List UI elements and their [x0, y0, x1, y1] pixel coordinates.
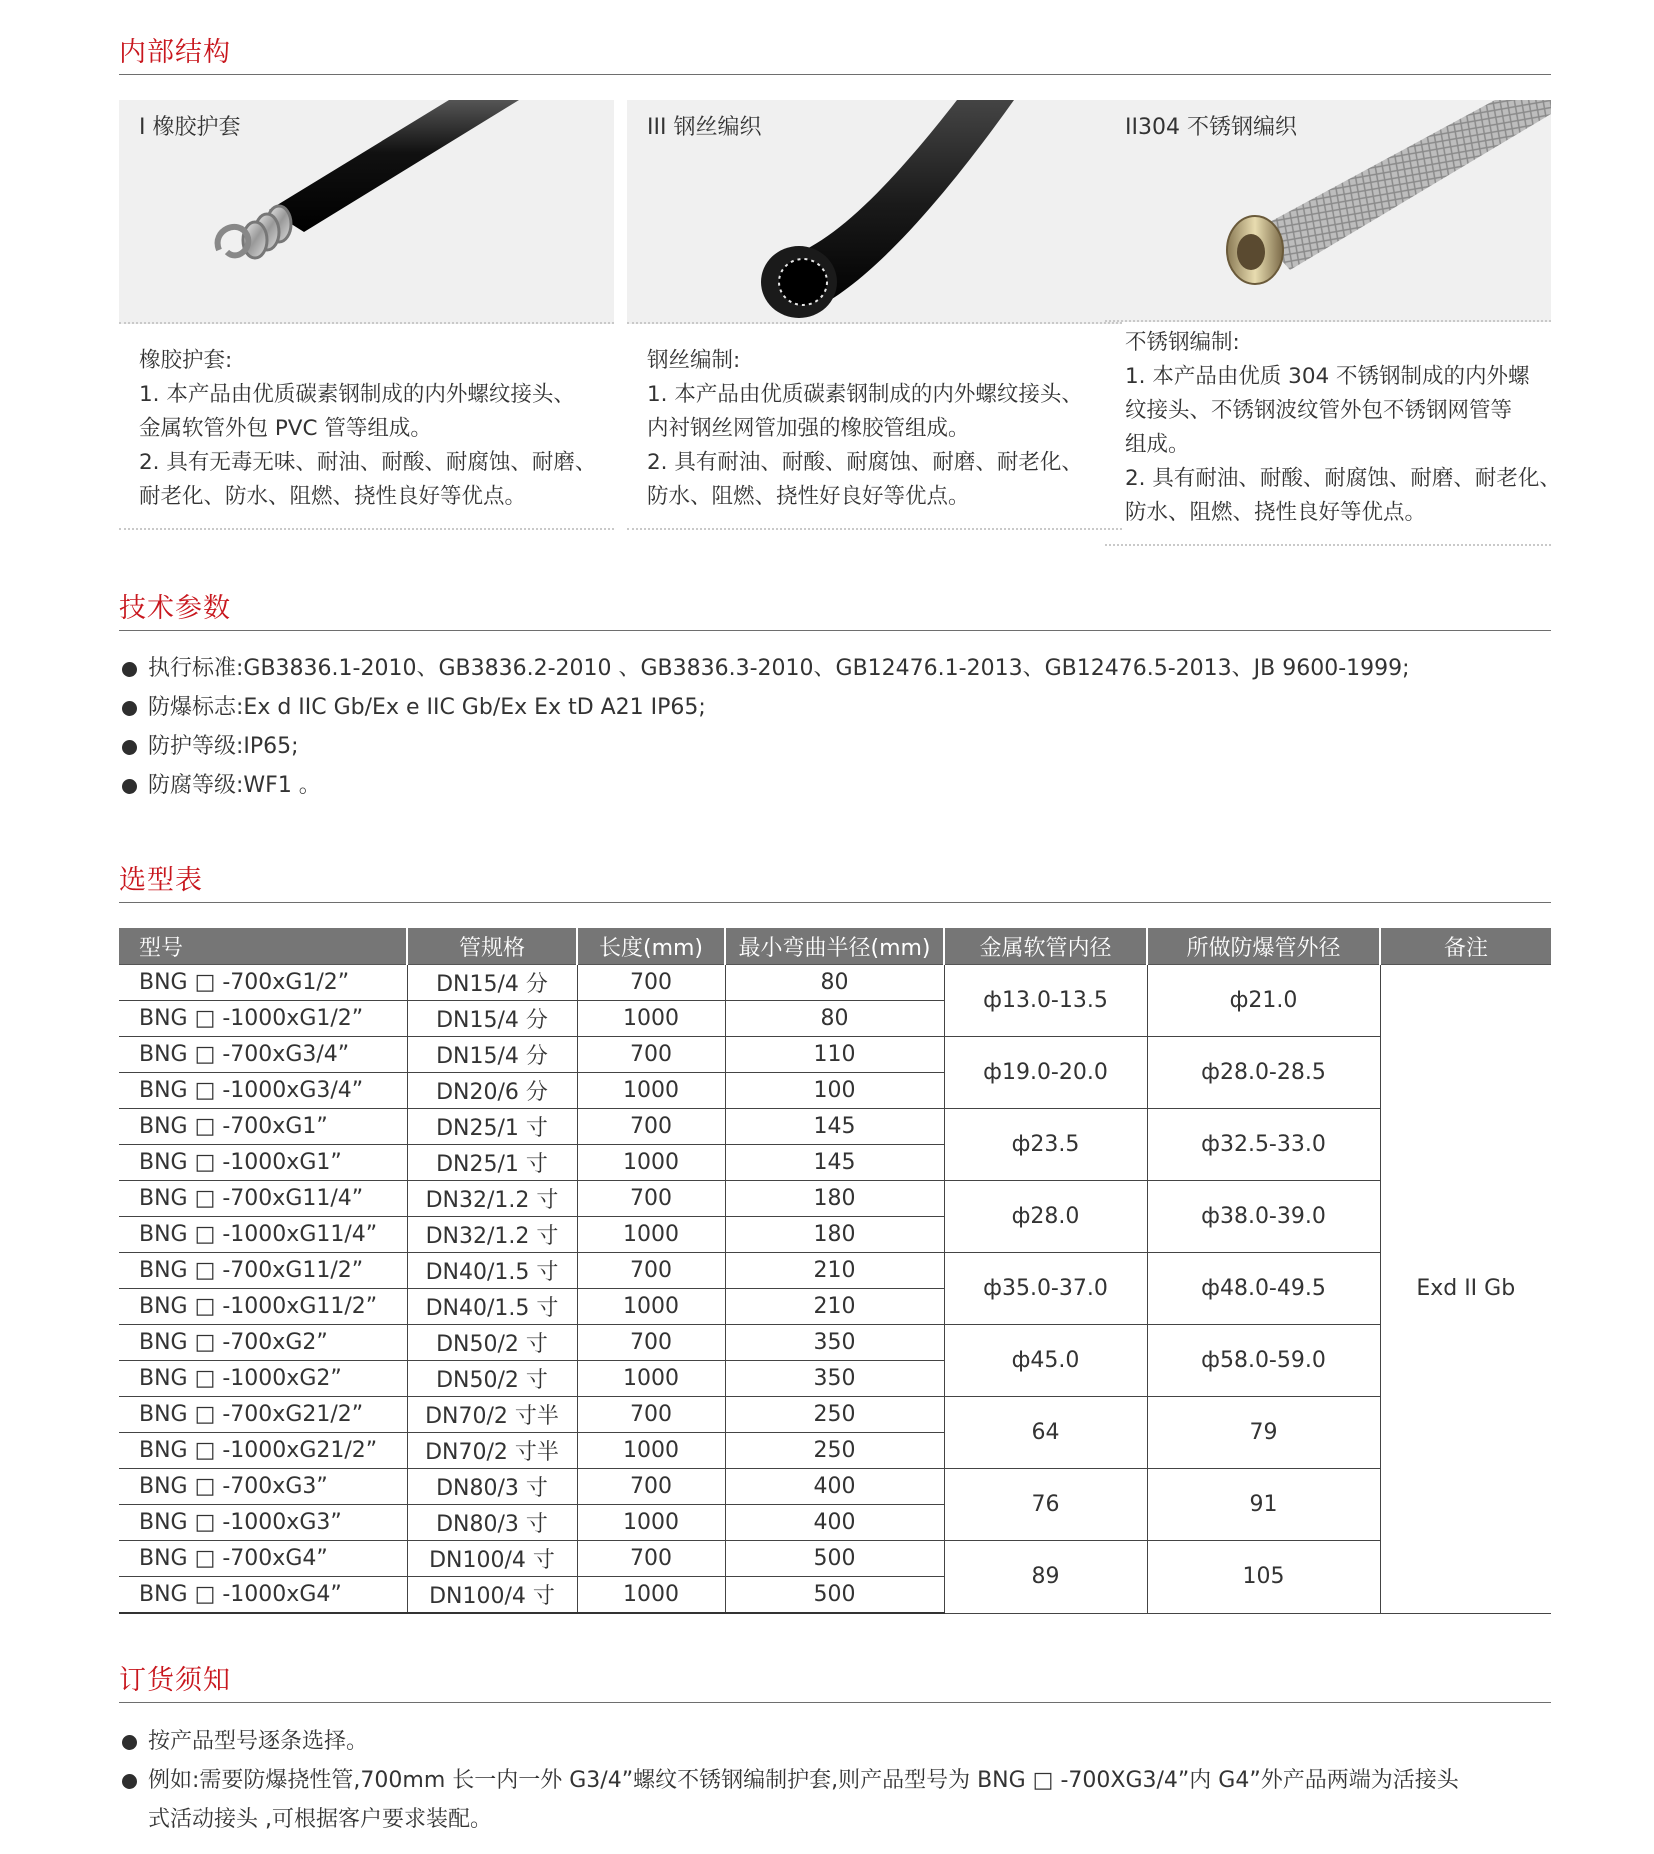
cell-length: 700 — [577, 1397, 725, 1433]
cell-length: 1000 — [577, 1505, 725, 1541]
card-label: I 橡胶护套 — [139, 115, 241, 140]
tech-bullet-standard: 执行标准:GB3836.1-2010、GB3836.2-2010 、GB3836.3-2010、GB12476.1-2013、GB12476.5-2013、JB 9600-1999; — [122, 649, 1552, 688]
cell-outer-diameter: ф38.0-39.0 — [1147, 1181, 1380, 1253]
cell-outer-diameter: ф28.0-28.5 — [1147, 1037, 1380, 1109]
table-row — [119, 1541, 1551, 1577]
card-desc-line: 组成。 — [1125, 432, 1190, 457]
cell-spec: DN80/3 寸 — [407, 1505, 577, 1541]
cell-outer-diameter: ф21.0 — [1147, 965, 1380, 1037]
section-title-selection: 选型表 — [119, 864, 1551, 903]
cell-length: 1000 — [577, 1001, 725, 1037]
cell-model: BNG □ -1000xG2” — [119, 1361, 407, 1397]
card-desc-title: 钢丝编制: — [647, 348, 741, 373]
cell-inner-diameter: 89 — [944, 1541, 1147, 1614]
table-row — [119, 1469, 1551, 1505]
col-header-remark: 备注 — [1380, 928, 1551, 965]
cell-spec: DN70/2 寸半 — [407, 1397, 577, 1433]
tech-bullet-corrosion: 防腐等级:WF1 。 — [122, 766, 1552, 805]
cell-spec: DN32/1.2 寸 — [407, 1217, 577, 1253]
table-row — [119, 1325, 1551, 1361]
cell-outer-diameter: ф58.0-59.0 — [1147, 1325, 1380, 1397]
cell-length: 1000 — [577, 1217, 725, 1253]
cell-model: BNG □ -700xG11/2” — [119, 1253, 407, 1289]
cell-model: BNG □ -1000xG1” — [119, 1145, 407, 1181]
table-row — [119, 1253, 1551, 1289]
cell-radius: 250 — [725, 1397, 944, 1433]
card-desc-line: 1. 本产品由优质碳素钢制成的内外螺纹接头、 — [647, 382, 1083, 407]
tech-bullet-list — [122, 649, 1552, 805]
cell-outer-diameter: 105 — [1147, 1541, 1380, 1614]
card-photo — [627, 100, 1122, 324]
cell-length: 700 — [577, 1181, 725, 1217]
tech-bullet-ex-mark: 防爆标志:Ex d IIC Gb/Ex e IIC Gb/Ex Ex tD A21 IP65; — [122, 688, 1552, 727]
cell-spec: DN50/2 寸 — [407, 1361, 577, 1397]
card-desc-line: 1. 本产品由优质碳素钢制成的内外螺纹接头、 — [139, 382, 575, 407]
col-header-spec: 管规格 — [407, 928, 577, 965]
cell-radius: 145 — [725, 1109, 944, 1145]
col-header-outer-diameter: 所做防爆管外径 — [1147, 928, 1380, 965]
card-desc-line: 1. 本产品由优质 304 不锈钢制成的内外螺 — [1125, 364, 1530, 389]
cell-spec: DN25/1 寸 — [407, 1145, 577, 1181]
card-desc-line: 内衬钢丝网管加强的橡胶管组成。 — [647, 416, 970, 441]
cell-spec: DN15/4 分 — [407, 1037, 577, 1073]
cell-length: 1000 — [577, 1433, 725, 1469]
cell-model: BNG □ -1000xG3/4” — [119, 1073, 407, 1109]
cell-model: BNG □ -700xG11/4” — [119, 1181, 407, 1217]
table-row — [119, 1397, 1551, 1433]
selection-table — [119, 928, 1551, 1614]
card-description — [119, 324, 614, 530]
cell-radius: 80 — [725, 1001, 944, 1037]
cell-spec: DN25/1 寸 — [407, 1109, 577, 1145]
cell-model: BNG □ -700xG3” — [119, 1469, 407, 1505]
cell-model: BNG □ -1000xG11/2” — [119, 1289, 407, 1325]
cell-model: BNG □ -700xG21/2” — [119, 1397, 407, 1433]
cell-spec: DN40/1.5 寸 — [407, 1289, 577, 1325]
cell-radius: 145 — [725, 1145, 944, 1181]
section-title-ordering: 订货须知 — [119, 1664, 1551, 1703]
card-label: II304 不锈钢编织 — [1125, 115, 1297, 140]
card-desc-line: 防水、阻燃、挠性良好等优点。 — [1125, 500, 1427, 525]
col-header-inner-diameter: 金属软管内径 — [944, 928, 1147, 965]
cell-inner-diameter: 76 — [944, 1469, 1147, 1541]
cell-outer-diameter: ф32.5-33.0 — [1147, 1109, 1380, 1181]
cell-model: BNG □ -700xG4” — [119, 1541, 407, 1577]
col-header-length: 长度(mm) — [577, 928, 725, 965]
cell-length: 700 — [577, 1109, 725, 1145]
table-row — [119, 965, 1551, 1001]
cell-inner-diameter: ф35.0-37.0 — [944, 1253, 1147, 1325]
cell-model: BNG □ -1000xG3” — [119, 1505, 407, 1541]
cell-inner-diameter: ф13.0-13.5 — [944, 965, 1147, 1037]
cell-length: 1000 — [577, 1145, 725, 1181]
cell-radius: 180 — [725, 1181, 944, 1217]
cell-model: BNG □ -700xG1/2” — [119, 965, 407, 1001]
structure-card-rubber — [119, 100, 614, 530]
card-desc-line: 2. 具有无毒无味、耐油、耐酸、耐腐蚀、耐磨、 — [139, 450, 597, 475]
structure-card-stainless-braid — [1105, 100, 1561, 546]
cell-radius: 400 — [725, 1469, 944, 1505]
table-body — [119, 965, 1551, 1614]
section-title-structure: 内部结构 — [119, 36, 1551, 75]
cell-radius: 350 — [725, 1325, 944, 1361]
cell-model: BNG □ -700xG3/4” — [119, 1037, 407, 1073]
cell-spec: DN20/6 分 — [407, 1073, 577, 1109]
card-description — [627, 324, 1122, 530]
table-header-row — [119, 928, 1551, 965]
cell-length: 700 — [577, 1469, 725, 1505]
card-desc-line: 耐老化、防水、阻燃、挠性良好等优点。 — [139, 484, 527, 509]
structure-card-steel-wire — [627, 100, 1122, 530]
cell-model: BNG □ -700xG1” — [119, 1109, 407, 1145]
cell-radius: 80 — [725, 965, 944, 1001]
cell-radius: 210 — [725, 1253, 944, 1289]
card-desc-line: 2. 具有耐油、耐酸、耐腐蚀、耐磨、耐老化、 — [647, 450, 1083, 475]
cell-length: 1000 — [577, 1577, 725, 1614]
cell-length: 700 — [577, 1037, 725, 1073]
section-title-tech: 技术参数 — [119, 592, 1551, 631]
cell-length: 700 — [577, 965, 725, 1001]
cell-model: BNG □ -1000xG4” — [119, 1577, 407, 1614]
cell-model: BNG □ -700xG2” — [119, 1325, 407, 1361]
table-row — [119, 1181, 1551, 1217]
order-bullet-list — [122, 1722, 1552, 1839]
card-description — [1105, 322, 1561, 546]
cell-length: 1000 — [577, 1289, 725, 1325]
card-desc-line: 纹接头、不锈钢波纹管外包不锈钢网管等 — [1125, 398, 1513, 423]
order-bullet-example: 例如:需要防爆挠性管,700mm 长一内一外 G3/4”螺纹不锈钢编制护套,则产品型号为 BNG □ -700XG3/4”内 G4”外产品两端为活接头 — [122, 1761, 1552, 1800]
table-row — [119, 1037, 1551, 1073]
col-header-radius: 最小弯曲半径(mm) — [725, 928, 944, 965]
card-label: III 钢丝编织 — [647, 115, 762, 140]
cell-spec: DN70/2 寸半 — [407, 1433, 577, 1469]
cell-model: BNG □ -1000xG21/2” — [119, 1433, 407, 1469]
cell-radius: 110 — [725, 1037, 944, 1073]
order-bullet-select: 按产品型号逐条选择。 — [122, 1722, 1552, 1761]
order-bullet-example-cont: 式活动接头 ,可根据客户要求装配。 — [148, 1807, 492, 1832]
cell-length: 1000 — [577, 1073, 725, 1109]
cell-length: 700 — [577, 1253, 725, 1289]
cell-spec: DN100/4 寸 — [407, 1541, 577, 1577]
cell-length: 700 — [577, 1541, 725, 1577]
card-desc-title: 橡胶护套: — [139, 348, 233, 373]
card-desc-title: 不锈钢编制: — [1125, 330, 1240, 355]
cell-outer-diameter: 79 — [1147, 1397, 1380, 1469]
cell-spec: DN15/4 分 — [407, 1001, 577, 1037]
cell-inner-diameter: 64 — [944, 1397, 1147, 1469]
cell-outer-diameter: ф48.0-49.5 — [1147, 1253, 1380, 1325]
col-header-model: 型号 — [119, 928, 407, 965]
cell-radius: 500 — [725, 1577, 944, 1614]
cell-radius: 210 — [725, 1289, 944, 1325]
cell-model: BNG □ -1000xG1/2” — [119, 1001, 407, 1037]
cell-remark: Exd II Gb — [1380, 965, 1551, 1614]
card-photo — [119, 100, 614, 324]
cell-radius: 250 — [725, 1433, 944, 1469]
cell-length: 700 — [577, 1325, 725, 1361]
cell-radius: 500 — [725, 1541, 944, 1577]
card-desc-line: 金属软管外包 PVC 管等组成。 — [139, 416, 432, 441]
card-desc-line: 防水、阻燃、挠性好良好等优点。 — [647, 484, 970, 509]
cell-model: BNG □ -1000xG11/4” — [119, 1217, 407, 1253]
card-photo — [1105, 100, 1551, 322]
cell-spec: DN32/1.2 寸 — [407, 1181, 577, 1217]
cell-inner-diameter: ф19.0-20.0 — [944, 1037, 1147, 1109]
cell-spec: DN50/2 寸 — [407, 1325, 577, 1361]
cell-spec: DN40/1.5 寸 — [407, 1253, 577, 1289]
cell-length: 1000 — [577, 1361, 725, 1397]
table-row — [119, 1109, 1551, 1145]
cell-outer-diameter: 91 — [1147, 1469, 1380, 1541]
cell-radius: 400 — [725, 1505, 944, 1541]
cell-radius: 350 — [725, 1361, 944, 1397]
cell-radius: 100 — [725, 1073, 944, 1109]
cell-spec: DN100/4 寸 — [407, 1577, 577, 1614]
cell-inner-diameter: ф23.5 — [944, 1109, 1147, 1181]
cell-inner-diameter: ф45.0 — [944, 1325, 1147, 1397]
cell-inner-diameter: ф28.0 — [944, 1181, 1147, 1253]
cell-spec: DN80/3 寸 — [407, 1469, 577, 1505]
cell-radius: 180 — [725, 1217, 944, 1253]
cell-spec: DN15/4 分 — [407, 965, 577, 1001]
tech-bullet-ip: 防护等级:IP65; — [122, 727, 1552, 766]
card-desc-line: 2. 具有耐油、耐酸、耐腐蚀、耐磨、耐老化、 — [1125, 466, 1561, 491]
